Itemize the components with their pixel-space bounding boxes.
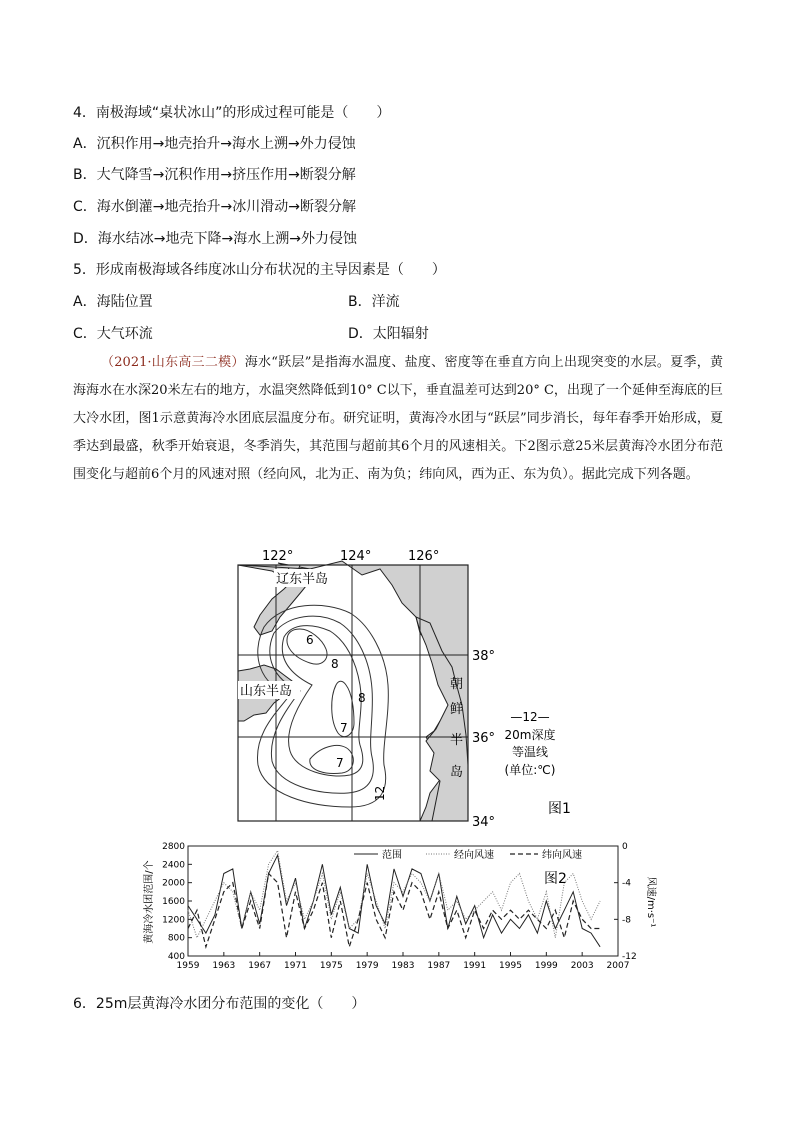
- korea-label-3: 半: [450, 733, 464, 748]
- korea-label-4: 岛: [450, 765, 464, 780]
- figure-1-caption: 图1: [548, 801, 571, 817]
- legend-isoline-sample: —12—: [510, 710, 550, 724]
- x-tick-label-11: 2003: [570, 961, 594, 971]
- legend-depth: 20m深度: [504, 728, 556, 742]
- legend-meridional: 经向风速: [454, 850, 494, 861]
- question-4-option-d: D．海水结冰→地壳下降→海水上溯→外力侵蚀: [73, 231, 357, 247]
- contour-label-8b: 8: [358, 691, 366, 705]
- lat-label-34: 34°: [472, 815, 496, 830]
- question-4-option-b: B．大气降雪→沉积作用→挤压作用→断裂分解: [73, 167, 356, 183]
- x-tick-label-7: 1987: [427, 961, 451, 971]
- question-5-stem: 5．形成南极海域各纬度冰山分布状况的主导因素是（ ）: [73, 262, 446, 278]
- question-5-option-b: B．洋流: [348, 294, 400, 310]
- legend-name: 等温线: [511, 745, 549, 759]
- question-6-stem: 6．25m层黄海冷水团分布范围的变化（ ）: [73, 996, 366, 1012]
- lat-label-38: 38°: [472, 649, 496, 664]
- y-tick-label-1: 800: [167, 933, 185, 944]
- question-4-option-c: C．海水倒灌→地壳抬升→冰川滑动→断裂分解: [73, 199, 356, 215]
- x-tick-label-5: 1979: [355, 961, 379, 971]
- x-tick-label-0: 1959: [176, 961, 200, 971]
- y-tick-label-0: 400: [167, 952, 185, 962]
- question-5-option-c: C．大气环流: [73, 326, 153, 342]
- x-tick-label-3: 1971: [284, 961, 307, 971]
- lat-label-36: 36°: [472, 731, 496, 746]
- legend-unit: (单位:℃): [504, 763, 556, 777]
- x-tick-label-6: 1983: [391, 961, 415, 971]
- y-tick-label-5: 2400: [162, 860, 185, 871]
- x-tick-label-9: 1995: [499, 961, 522, 971]
- x-tick-label-10: 1999: [534, 961, 558, 971]
- y-tick-label-2: 1200: [162, 915, 185, 926]
- question-5-option-a: A．海陆位置: [73, 294, 153, 310]
- y2-tick-label-1: -8: [622, 915, 631, 926]
- korea-label-1: 朝: [450, 677, 464, 692]
- contour-label-12: 12: [373, 785, 387, 801]
- x-tick-label-2: 1967: [248, 961, 272, 971]
- y-tick-label-4: 2000: [162, 878, 185, 889]
- series-range-line: [188, 855, 600, 947]
- y-tick-label-3: 1600: [162, 897, 185, 907]
- isotherm-8: [282, 626, 363, 776]
- y-tick-label-6: 2800: [162, 842, 185, 852]
- contour-label-8a: 8: [331, 657, 339, 671]
- y2-tick-label-3: 0: [622, 842, 628, 852]
- y2-tick-label-0: -12: [622, 952, 637, 962]
- contour-label-7b: 7: [336, 756, 344, 770]
- question-5-option-d: D．太阳辐射: [348, 326, 429, 342]
- liaodong-label: 辽东半岛: [276, 572, 329, 587]
- chart-frame: [188, 846, 618, 956]
- isotherm-12: [257, 605, 388, 807]
- korea-label-2: 鲜: [450, 702, 464, 717]
- figure-2-caption: 图2: [544, 871, 567, 887]
- question-4-option-a: A．沉积作用→地壳抬升→海水上溯→外力侵蚀: [73, 136, 356, 152]
- legend-zonal: 纬向风速: [542, 850, 582, 861]
- passage: [73, 349, 723, 489]
- x-tick-label-1: 1963: [212, 961, 236, 971]
- lon-label-126: 126°: [408, 549, 440, 564]
- question-4-stem: 4．南极海域“桌状冰山”的形成过程可能是（ ）: [73, 105, 391, 121]
- passage-text: 海水“跃层”是指海水温度、盐度、密度等在垂直方向上出现突变的水层。夏季，黄海海水在水深20米左右的地方，水温突然降低到10° C以下，垂直温差可达到20° C，出现了一个延伸至海底的巨大冷水团，图1示意黄海冷水团底层温度分布。研究证明，黄海冷水团与“跃层”同步消长，每年春季开始形成，夏季达到最盛，秋季开始衰退，冬季消失，其范围与超前其6个月的风速相关。下2图示意25米层黄海冷水团分布范围变化与超前6个月的风速对照（经向风，北为正、南为负；纬向风，西为正、东为负）。据此完成下列各题。: [73, 355, 723, 482]
- isotherm-7b: [310, 745, 353, 773]
- figure-2-chart: [140, 838, 660, 978]
- lon-label-124: 124°: [340, 549, 372, 564]
- contour-label-6: 6: [306, 633, 314, 647]
- lon-label-122: 122°: [262, 549, 294, 564]
- figure-1-map: [230, 545, 600, 835]
- series-zonal-wind-line: [188, 874, 600, 947]
- y2-axis-label: 风速/m·s⁻¹: [645, 876, 656, 928]
- x-tick-label-8: 1991: [463, 961, 487, 971]
- x-tick-label-4: 1975: [319, 961, 343, 971]
- x-tick-label-12: 2007: [606, 961, 630, 971]
- legend-range: 范围: [382, 850, 402, 861]
- y-axis-label: 黄海冷水团范围/个: [144, 860, 155, 944]
- contour-label-7a: 7: [340, 721, 348, 735]
- passage-source: （2021·山东高三二模）: [101, 355, 245, 370]
- shandong-label: 山东半岛: [240, 684, 293, 699]
- y2-tick-label-2: -4: [622, 878, 631, 889]
